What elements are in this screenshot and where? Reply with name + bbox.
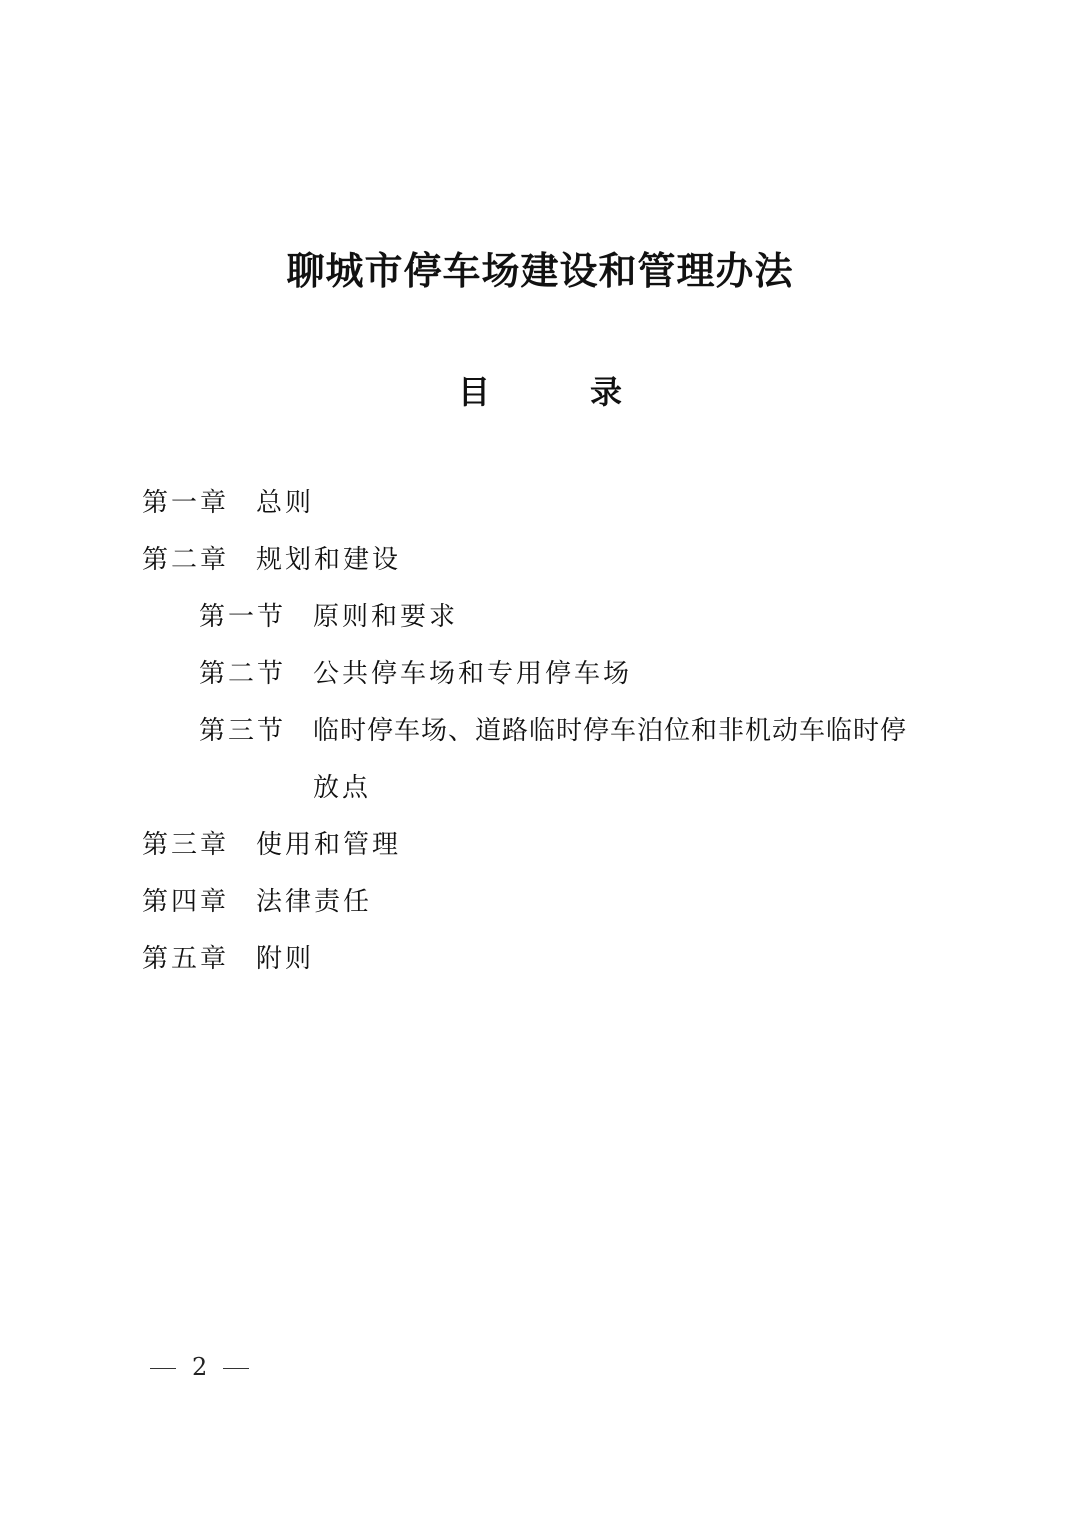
- toc-entry-text: 临时停车场、道路临时停车泊位和非机动车临时停: [313, 716, 908, 746]
- toc-entry-label: 第三节: [199, 716, 287, 746]
- toc-heading: [0, 370, 1080, 414]
- toc-entry-chapter-5[interactable]: [142, 942, 642, 976]
- toc-entry-continuation-text: 放点: [313, 773, 372, 803]
- toc-entry-text: 原则和要求: [313, 602, 459, 632]
- toc-entry-label: 第五章: [142, 944, 230, 974]
- toc-entry-text: 规划和建设: [256, 545, 402, 575]
- page-number-value: 2: [192, 1353, 208, 1381]
- toc-entry-label: 第三章: [142, 830, 230, 860]
- toc-entry-chapter-2[interactable]: [142, 543, 642, 577]
- page-number: [150, 1352, 249, 1382]
- toc-entry-label: 第二章: [142, 545, 230, 575]
- toc-entry-chapter-3[interactable]: [142, 828, 642, 862]
- toc-entry-label: 第一章: [142, 488, 230, 518]
- toc-heading-char-1: 目: [457, 373, 490, 411]
- toc-entry-section-1[interactable]: [199, 600, 799, 634]
- dash-left: [150, 1368, 176, 1369]
- toc-entry-text: 法律责任: [256, 887, 373, 917]
- toc-entry-label: 第一节: [199, 602, 287, 632]
- toc-entry-label: 第二节: [199, 659, 287, 689]
- toc-entry-text: 公共停车场和专用停车场: [313, 659, 633, 689]
- toc-entry-text: 使用和管理: [256, 830, 402, 860]
- toc-entry-section-3-continuation: [313, 771, 613, 805]
- toc-heading-char-2: 录: [590, 373, 623, 411]
- dash-right: [223, 1368, 249, 1369]
- toc-entry-chapter-1[interactable]: [142, 486, 642, 520]
- document-title: 聊城市停车场建设和管理办法: [286, 249, 794, 293]
- toc-entry-section-2[interactable]: [199, 657, 799, 691]
- toc-entry-section-3[interactable]: [199, 714, 959, 748]
- toc-entry-chapter-4[interactable]: [142, 885, 642, 919]
- toc-entry-text: 总则: [256, 488, 315, 518]
- toc-entry-label: 第四章: [142, 887, 230, 917]
- toc-entry-text: 附则: [256, 944, 315, 974]
